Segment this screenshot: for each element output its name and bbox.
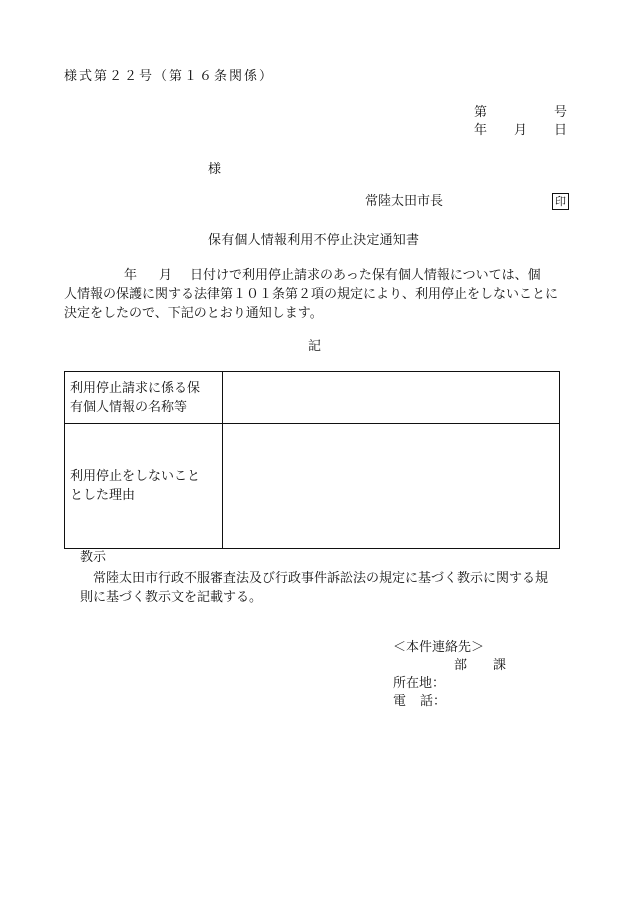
ki-heading: 記 [308, 339, 322, 354]
document-date-day: 日 [553, 123, 567, 138]
row2-label-line2: とした理由 [70, 488, 136, 503]
issuer: 常陸太田市長 [365, 194, 444, 209]
contact-department [454, 659, 506, 672]
form-number: 様式第２２号（第１６条関係） [64, 69, 275, 84]
contact-tel-b: 話： [420, 694, 447, 709]
notice-body [64, 266, 574, 323]
document-date-year: 年 [474, 123, 488, 138]
row1-label [65, 372, 223, 424]
row1-label-line1: 利用停止請求に係る保 [70, 380, 201, 396]
document-number [474, 106, 567, 119]
document-date-month: 月 [513, 123, 527, 138]
contact-location-label: 所在地： [393, 676, 446, 691]
contact-tel-a: 電 [393, 694, 407, 709]
body-line1-rest: 日付けで利用停止請求のあった保有個人情報については、個 [190, 268, 541, 283]
row2-label [65, 424, 223, 549]
document-title: 保有個人情報利用不停止決定通知書 [208, 233, 420, 248]
record-table [64, 371, 560, 549]
addressee: 様 [208, 162, 222, 177]
seal-stamp: 印 [552, 193, 569, 210]
instruction-heading: 教示 [80, 550, 107, 565]
table-row [65, 424, 560, 549]
row2-label-line1: 利用停止をしないこと [70, 469, 201, 484]
instruction-line-2: 則に基づく教示文を記載する。 [80, 590, 263, 605]
contact-heading: ＜本件連絡先＞ [393, 640, 485, 655]
row1-value [223, 372, 560, 424]
notice-body-line-3: 決定をしたので、下記のとおり通知します。 [64, 306, 323, 321]
row2-value [223, 424, 560, 549]
body-year: 年 [124, 268, 138, 283]
document-number-dai: 第 [474, 105, 488, 120]
contact-ka: 課 [493, 658, 507, 673]
contact-bu: 部 [454, 658, 468, 673]
table-row [65, 372, 560, 424]
instruction-body [80, 569, 574, 607]
notice-body-line-2: 人情報の保護に関する法律第１０１条第２項の規定により、利用停止をしないことに [64, 287, 559, 302]
document-date [474, 124, 567, 137]
body-month: 月 [159, 268, 173, 283]
contact-telephone-label [393, 695, 446, 708]
instruction-line-1-text: 常陸太田市行政不服審査法及び行政事件訴訟法の規定に基づく教示に関する規 [93, 571, 549, 586]
document-number-go: 号 [553, 105, 567, 120]
notice-body-line-1 [64, 266, 574, 285]
instruction-line-1 [80, 569, 574, 588]
row1-label-line2: 有個人情報の名称等 [70, 399, 188, 415]
